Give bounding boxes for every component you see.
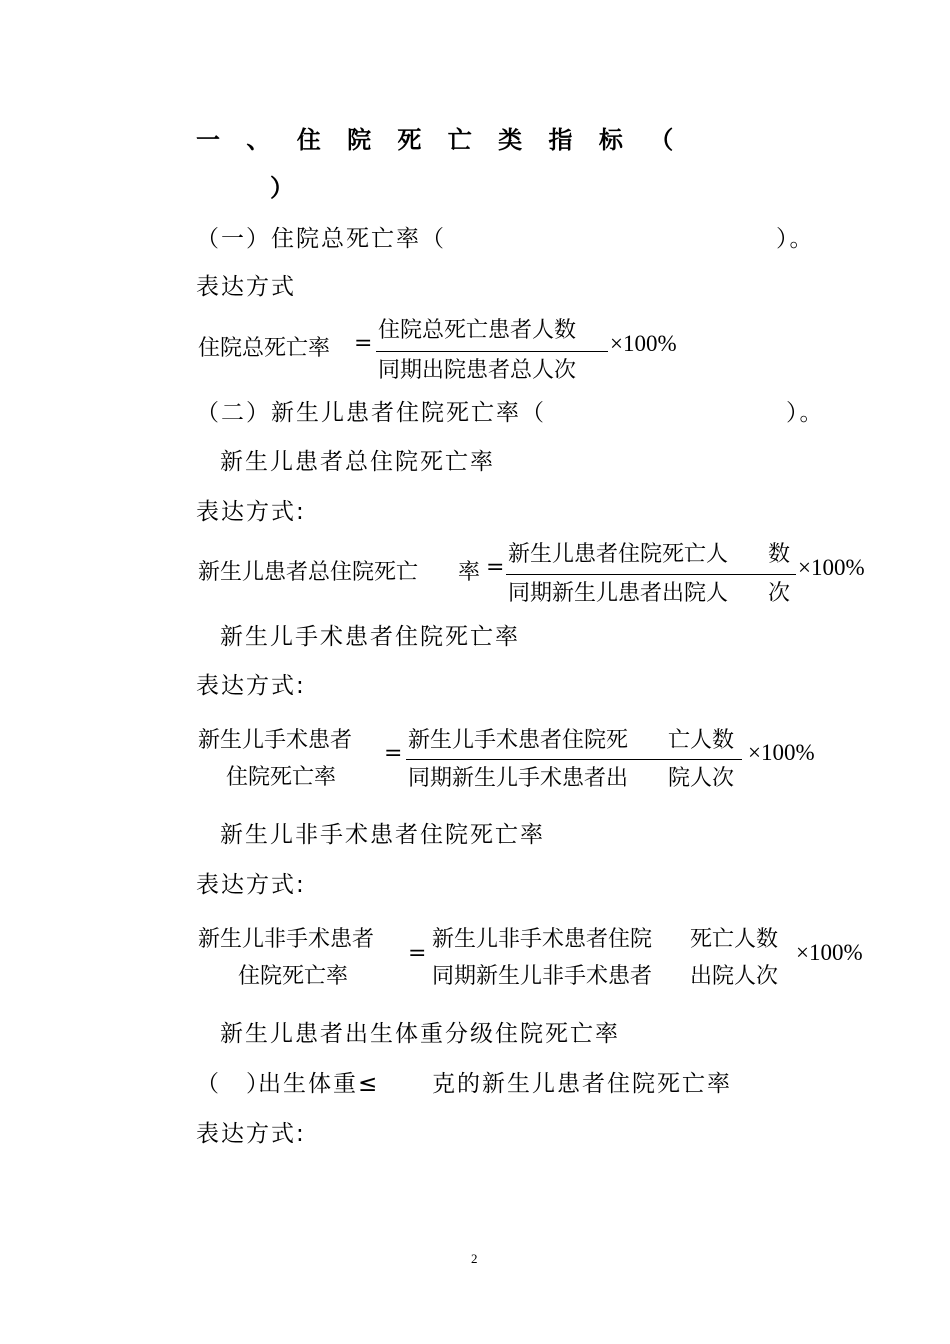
formula-4-equals: = bbox=[408, 941, 427, 966]
formula-3-numerator: 新生儿手术患者住院死 bbox=[408, 728, 629, 753]
expression-label: 表达方式: bbox=[196, 673, 306, 699]
formula-1-multiplier: ×100% bbox=[610, 331, 677, 356]
subsection-2-heading-close: ）。 bbox=[786, 400, 825, 426]
item-birthweight-suffix: 克的新生儿患者住院死亡率 bbox=[432, 1071, 732, 1097]
item-birthweight-graded-rate: 新生儿患者出生体重分级住院死亡率 bbox=[220, 1021, 620, 1047]
formula-2-equals: = bbox=[486, 555, 505, 580]
expression-label: 表达方式: bbox=[196, 499, 306, 525]
subsection-1-heading: （一）住院总死亡率（ bbox=[196, 226, 446, 252]
formula-3-denominator-tail: 院人次 bbox=[668, 766, 735, 791]
formula-3-denominator: 同期新生儿手术患者出 bbox=[408, 766, 629, 791]
item-birthweight-paren: （ ） bbox=[196, 1071, 271, 1097]
formula-2-lhs: 新生儿患者总住院死亡 bbox=[198, 560, 419, 585]
formula-2-multiplier: ×100% bbox=[798, 555, 865, 580]
formula-3-lhs-line1: 新生儿手术患者 bbox=[198, 728, 353, 753]
formula-1-fraction-bar bbox=[376, 351, 608, 352]
formula-4-denominator: 同期新生儿非手术患者 bbox=[432, 964, 653, 989]
item-nonsurgical-neonatal-rate: 新生儿非手术患者住院死亡率 bbox=[220, 822, 545, 848]
expression-label: 表达方式: bbox=[196, 872, 306, 898]
expression-label: 表达方式: bbox=[196, 1121, 306, 1147]
formula-1-numerator: 住院总死亡患者人数 bbox=[378, 318, 577, 343]
section-title-close: ） bbox=[270, 174, 303, 202]
formula-3-equals: = bbox=[384, 741, 403, 766]
formula-2-numerator-tail: 数 bbox=[768, 542, 791, 567]
formula-2-fraction-bar bbox=[506, 574, 796, 575]
formula-4-lhs-line1: 新生儿非手术患者 bbox=[198, 927, 375, 952]
section-title: 一 、 住 院 死 亡 类 指 标 （ bbox=[196, 126, 683, 154]
page-number: 2 bbox=[471, 1251, 478, 1266]
formula-3-lhs-line2: 住院死亡率 bbox=[226, 765, 337, 790]
formula-3-numerator-tail: 亡人数 bbox=[668, 728, 735, 753]
formula-2-denominator: 同期新生儿患者出院人 bbox=[508, 581, 729, 606]
formula-4-lhs-line2: 住院死亡率 bbox=[238, 964, 349, 989]
formula-4-numerator-tail: 死亡人数 bbox=[690, 927, 779, 952]
formula-3-multiplier: ×100% bbox=[748, 740, 815, 765]
formula-4-multiplier: ×100% bbox=[796, 940, 863, 965]
formula-1-denominator: 同期出院患者总人次 bbox=[378, 358, 577, 383]
subsection-2-heading: （二）新生儿患者住院死亡率（ bbox=[196, 400, 546, 426]
item-birthweight-prefix: 出生体重≤ bbox=[258, 1071, 380, 1097]
subsection-1-heading-close: ）。 bbox=[776, 226, 815, 252]
formula-2-denominator-tail: 次 bbox=[768, 581, 791, 606]
formula-2-lhs-tail: 率 bbox=[458, 560, 481, 585]
item-total-neonatal-rate: 新生儿患者总住院死亡率 bbox=[220, 449, 495, 475]
formula-1-equals: = bbox=[354, 331, 373, 356]
item-surgical-neonatal-rate: 新生儿手术患者住院死亡率 bbox=[220, 624, 520, 650]
expression-label: 表达方式 bbox=[196, 274, 296, 300]
formula-3-fraction-bar bbox=[406, 759, 742, 760]
formula-1-lhs: 住院总死亡率 bbox=[198, 336, 331, 361]
formula-4-numerator: 新生儿非手术患者住院 bbox=[432, 927, 653, 952]
formula-4-denominator-tail: 出院人次 bbox=[690, 964, 779, 989]
formula-2-numerator: 新生儿患者住院死亡人 bbox=[508, 542, 729, 567]
